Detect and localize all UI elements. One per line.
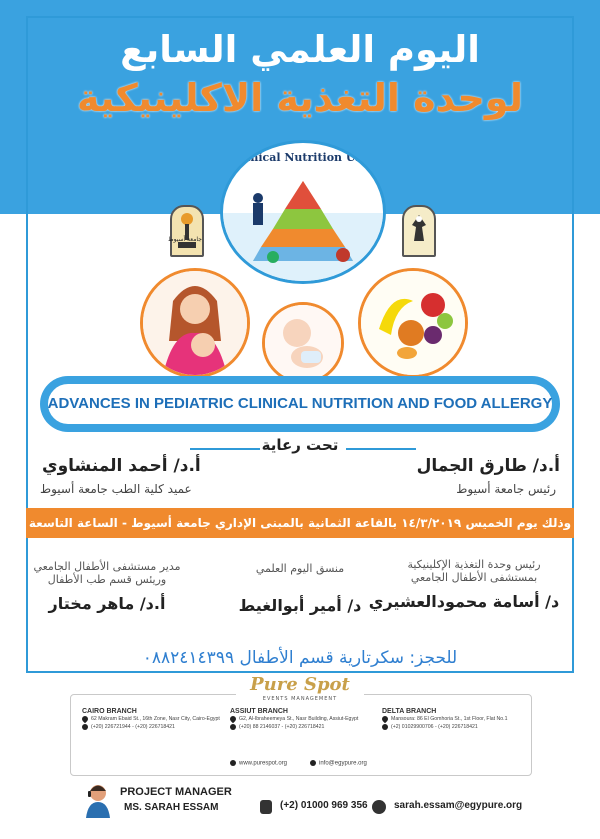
patron-left-name: أ.د/ أحمد المنشاوي <box>42 456 201 476</box>
branch-phone: (+2) 01029900706 - (+20) 226718421 <box>391 724 478 730</box>
phone-icon <box>382 724 388 730</box>
baby-illustration <box>262 302 344 384</box>
university-emblem-right <box>402 205 436 257</box>
official-2-role: منسق اليوم العلمي <box>255 562 345 575</box>
official-3-role: مدير مستشفى الأطفال الجامعي وريئس قسم طب الأطفال <box>33 560 181 586</box>
phone-icon <box>260 800 272 814</box>
clinical-nutrition-logo <box>220 140 386 284</box>
branch-assiut <box>230 708 370 731</box>
branch-address: Mansoura: 86 El Gomhoria St., 1st Floor, Flat No.1 <box>391 716 508 722</box>
email-icon <box>310 760 316 766</box>
sponsor-tagline: EVENTS MANAGEMENT <box>262 696 338 702</box>
branch-title: CAIRO BRANCH <box>82 708 137 715</box>
official-1-role: رئيس وحدة التغذية الإكلينيكية بمستشفى الأطفال الجامعي <box>407 558 541 584</box>
manager-email[interactable]: sarah.essam@egypure.org <box>394 800 523 811</box>
person-headset-icon <box>84 782 112 818</box>
conference-topic: ADVANCES IN PEDIATRIC CLINICAL NUTRITION AND FOOD ALLERGY <box>47 395 553 412</box>
branch-address: 62 Makram Ebaid St., 16th Zone, Nasr City, Cairo-Egypt <box>91 716 220 722</box>
logo-unit-name: Clinical Nutrition Unit <box>233 151 373 164</box>
branch-address: G2, Al-Ibraheemeya St., Nasr Building, Assiut-Egypt <box>239 716 359 722</box>
branch-title: ASSIUT BRANCH <box>230 708 288 715</box>
booking-info: للحجز: سكرتارية قسم الأطفال ٠٨٨٢٤١٤٣٩٩ <box>142 648 458 668</box>
globe-icon <box>230 760 236 766</box>
event-subtitle: لوحدة التغذية الاكلينيكية <box>77 76 523 120</box>
phone-icon <box>230 724 236 730</box>
patronage-title: تحت رعاية <box>261 436 339 454</box>
mother-baby-illustration <box>140 268 250 378</box>
university-name: جامعة أسيوط <box>168 236 202 243</box>
event-title: اليوم العلمي السابع <box>120 28 480 71</box>
avatar <box>84 782 112 818</box>
manager-name: MS. SARAH ESSAM <box>124 802 219 813</box>
eagle-icon <box>404 207 434 255</box>
fruits-illustration <box>358 268 468 378</box>
fruit-icon <box>361 271 465 375</box>
sponsor-logo <box>236 674 364 710</box>
food-pyramid-icon <box>223 143 383 281</box>
location-pin-icon <box>381 714 389 722</box>
official-1-name: د/ أسامة محمودالعشيري <box>368 592 560 611</box>
location-pin-icon <box>229 714 237 722</box>
patron-left-role: عميد كلية الطب جامعة أسيوط <box>40 482 192 496</box>
location-pin-icon <box>81 714 89 722</box>
email-icon <box>372 800 386 814</box>
baby-icon <box>265 305 341 381</box>
official-2-name: د/ أمير أبوالغيط <box>238 596 362 615</box>
branch-phone: (+20) 226721944 - (+20) 226718421 <box>91 724 175 730</box>
sponsor-website[interactable]: www.purespot.org <box>230 760 287 767</box>
torch-icon <box>172 207 202 255</box>
official-3-name: أ.د/ ماهر مختار <box>48 594 166 613</box>
manager-phone[interactable]: (+2) 01000 969 356 <box>280 800 368 811</box>
sponsor-brand-name: Pure Spot <box>250 674 350 695</box>
branch-cairo <box>82 708 222 731</box>
event-info-text: وذلك يوم الخميس ١٤/٣/٢٠١٩ بالقاعة الثمانية بالمبنى الإداري جامعة أسيوط - الساعة التاسعة صباحاً <box>28 516 572 560</box>
branch-delta <box>382 708 522 731</box>
university-emblem-left <box>170 205 204 257</box>
patron-right-role: رئيس جامعة أسيوط <box>456 482 556 496</box>
patron-right-name: أ.د/ طارق الجمال <box>416 456 560 476</box>
sponsor-email[interactable]: info@egypure.org <box>310 760 367 767</box>
mother-icon <box>143 271 247 375</box>
phone-icon <box>82 724 88 730</box>
branch-title: DELTA BRANCH <box>382 708 437 715</box>
branch-phone: (+20) 88 2146037 - (+20) 226718421 <box>239 724 325 730</box>
manager-role: PROJECT MANAGER <box>120 786 232 798</box>
